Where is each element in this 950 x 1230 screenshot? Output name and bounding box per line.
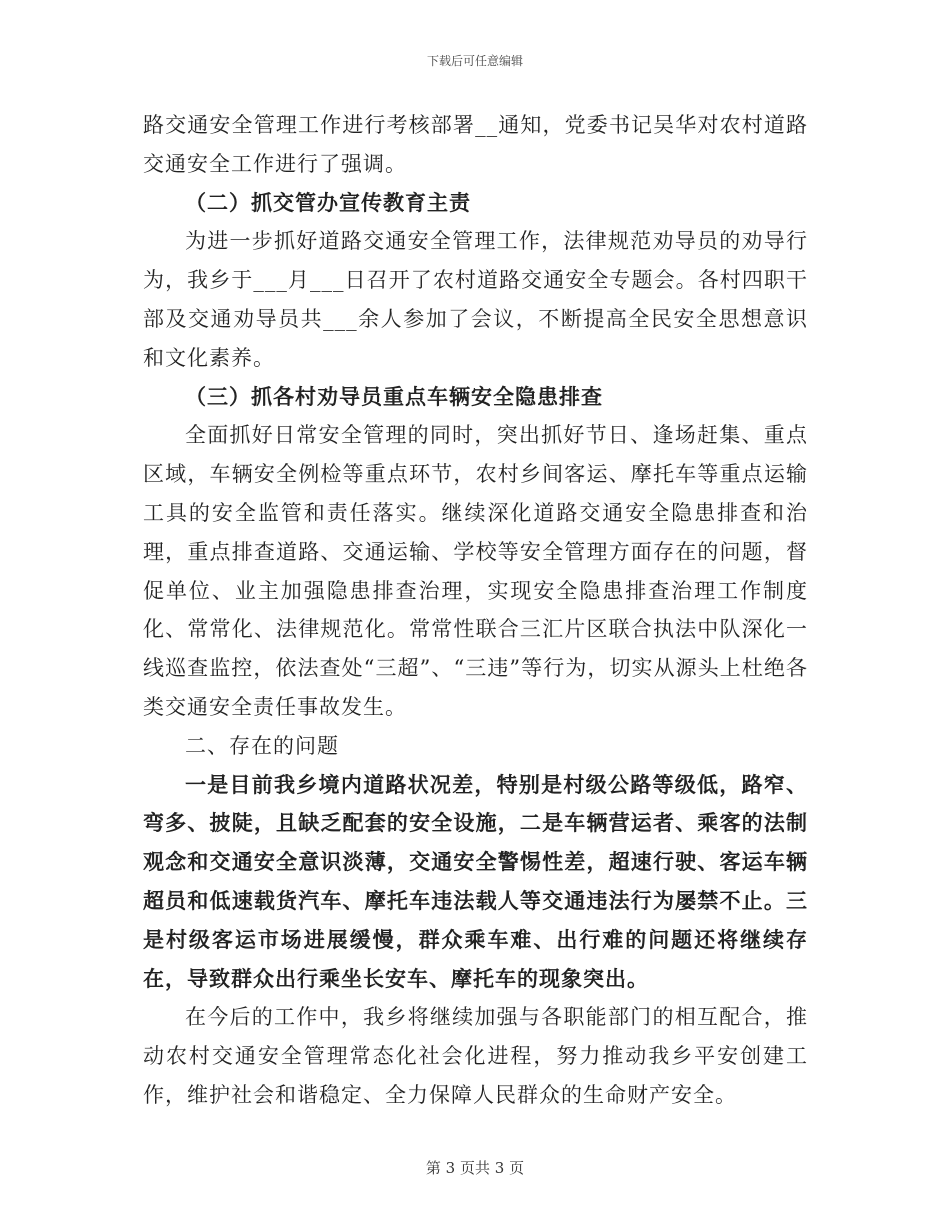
section-heading-2: （二）抓交管办宣传教育主责	[185, 189, 471, 215]
paragraph-continuation: 路交通安全管理工作进行考核部署__通知，党委书记吴华对农村道路交通安全工作进行了强调。	[143, 113, 808, 176]
paragraph-publicity: 为进一步抓好道路交通安全管理工作，法律规范劝导员的劝导行为，我乡于___月___日召开了农村道路交通安全专题会。各村四职干部及交通劝导员共___余人参加了会议，不断提高全民安全思想意识和文化素养。	[143, 229, 808, 370]
paragraph-problems: 一是目前我乡境内道路状况差，特别是村级公路等级低，路窄、弯多、披陡，且缺乏配套的安全设施，二是车辆营运者、乘客的法制观念和交通安全意识淡薄，交通安全警惕性差，超速行驶、客运车辆超员和低速载货汽车、摩托车违法载人等交通违法行为屡禁不止。三是村级客运市场进展缓慢，群众乘车难、出行难的问题还将继续存在，导致群众出行乘坐长安车、摩托车的现象突出。	[143, 771, 808, 991]
paragraph-inspection: 全面抓好日常安全管理的同时，突出抓好节日、逢场赶集、重点区域，车辆安全例检等重点环节，农村乡间客运、摩托车等重点运输工具的安全监管和责任落实。继续深化道路交通安全隐患排查和治理，重点排查道路、交通运输、学校等安全管理方面存在的问题，督促单位、业主加强隐患排查治理，实现安全隐患排查治理工作制度化、常常化、法律规范化。常常性联合三汇片区联合执法中队深化一线巡查监控，依法查处“三超”、“三违”等行为，切实从源头上杜绝各类交通安全责任事故发生。	[143, 423, 808, 719]
paragraph-future-work: 在今后的工作中，我乡将继续加强与各职能部门的相互配合，推动农村交通安全管理常态化社会化进程，努力推动我乡平安创建工作，维护社会和谐稳定、全力保障人民群众的生命财产安全。	[143, 1005, 808, 1107]
section-heading-3: （三）抓各村劝导员重点车辆安全隐患排查	[185, 383, 603, 409]
section-heading-problems: 二、存在的问题	[185, 733, 339, 758]
page-number: 第 3 页共 3 页	[425, 1159, 525, 1177]
page-header-note: 下载后可任意编辑	[426, 54, 523, 68]
document-body	[143, 106, 808, 1115]
